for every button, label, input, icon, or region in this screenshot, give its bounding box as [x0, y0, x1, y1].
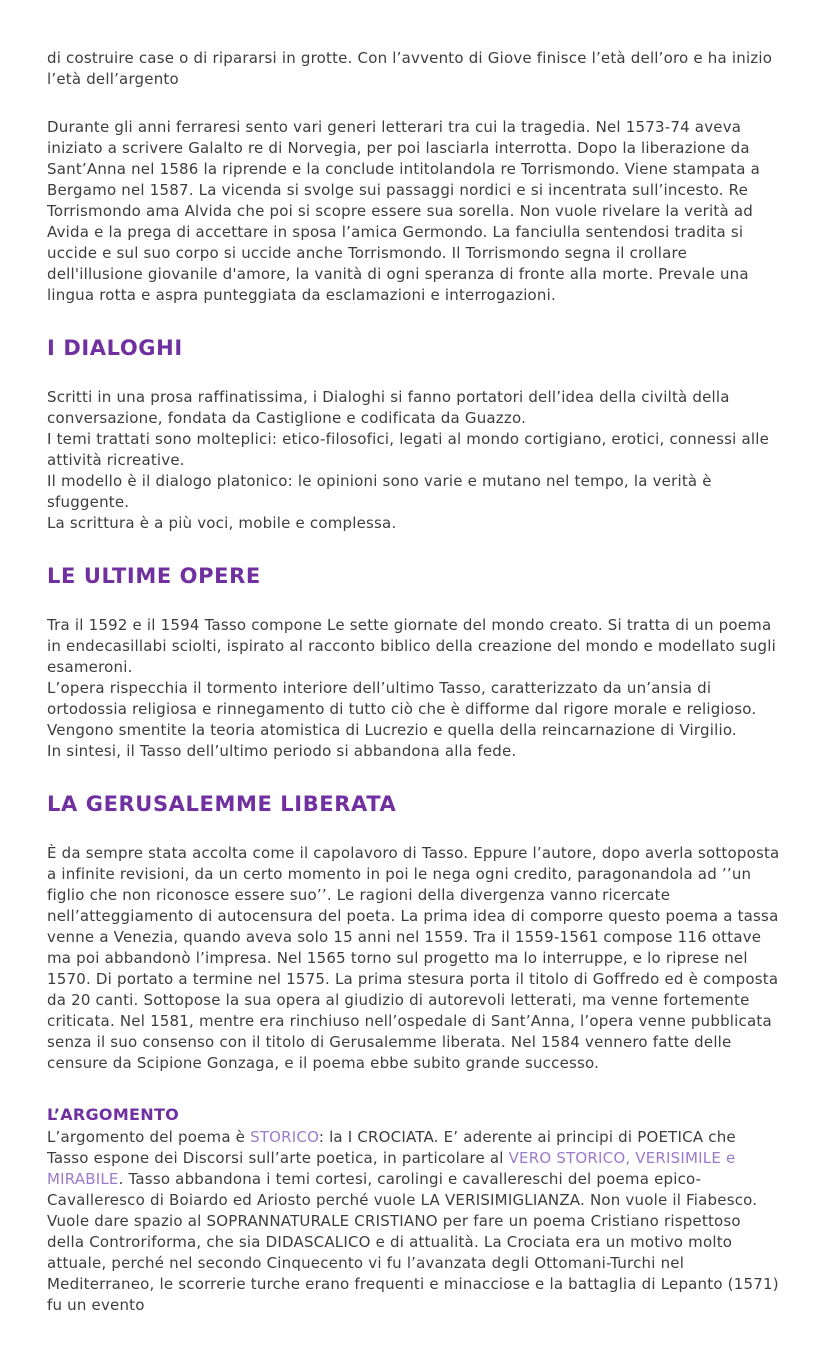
text-line: Il modello è il dialogo platonico: le opinioni sono varie e mutano nel tempo, la verità è sfuggente.	[47, 472, 712, 511]
text-line: I temi trattati sono molteplici: etico-filosofici, legati al mondo cortigiano, erotici, connessi alle attività ricreative.	[47, 430, 770, 469]
paragraph	[47, 48, 780, 90]
text-line: L’opera rispecchia il tormento interiore dell’ultimo Tasso, caratterizzato da un’ansia di ortodossia religiosa e rinnegamento di tutto ciò che è difforme dal rigore morale e religioso.	[47, 679, 757, 718]
paragraph	[47, 843, 780, 1074]
paragraph	[47, 387, 780, 534]
text-line: Vengono smentite la teoria atomistica di Lucrezio e quella della reincarnazione di Virgilio.	[47, 721, 737, 739]
section-heading: I DIALOGHI	[47, 336, 183, 360]
paragraph	[47, 117, 780, 306]
section-heading: LA GERUSALEMME LIBERATA	[47, 792, 397, 816]
text-line: di costruire case o di ripararsi in grotte. Con l’avvento di Giove finisce l’età dell’oro e ha inizio l’età dell’argento	[47, 49, 773, 88]
text-run: : la I CROCIATA. E’ aderente ai principi di POETICA che Tasso espone dei Discorsi sull’arte poetica, in particolare al	[47, 1128, 736, 1167]
text-line: Durante gli anni ferraresi sento vari generi letterari tra cui la tragedia. Nel 1573-74 aveva iniziato a scrivere Galalto re di Norvegia, per poi lasciarla interrotta. Dopo la liberazione da Sant’Anna nel 1586 la riprende e la conclude intitolandola re Torrismondo. Viene stampata a Bergamo nel 1587. La vicenda si svolge sui passaggi nordici e si incentrata sull’incesto. Re Torrismondo ama Alvida che poi si scopre essere sua sorella. Non vuole rivelare la verità ad Avida e la prega di accettare in sposa l’amica Germondo. La fanciulla sentendosi tradita si uccide e sul suo corpo si uccide anche Torrismondo. Il Torrismondo segna il crollare dell'illusione giovanile d'amore, la vanità di ogni speranza di fronte alla morte. Prevale una lingua rotta e aspra punteggiata da esclamazioni e interrogazioni.	[47, 118, 760, 304]
subsection-heading: L’ARGOMENTO	[47, 1105, 180, 1124]
text-run: . Tasso abbandona i temi cortesi, carolingi e cavallereschi del poema epico-Cavalleresco di Boiardo ed Ariosto perché vuole LA VERISIMIGLIANZA. Non vuole il Fiabesco. Vuole dare spazio al SOPRANNATURALE CRISTIANO per fare un poema Cristiano rispettoso della Controriforma, che sia DIDASCALICO e di attualità. La Crociata era un motivo molto attuale, perché nel secondo Cinquecento vi fu l’avanzata degli Ottomani-Turchi nel Mediterraneo, le scorrerie turche erano frequenti e minacciose e la battaglia di Lepanto (1571) fu un evento	[47, 1170, 779, 1314]
text-line: In sintesi, il Tasso dell’ultimo periodo si abbandona alla fede.	[47, 742, 517, 760]
text-run: L’argomento del poema è	[47, 1128, 251, 1146]
text-line: È da sempre stata accolta come il capolavoro di Tasso. Eppure l’autore, dopo averla sottoposta a infinite revisioni, da un certo momento in poi le nega ogni credito, paragonandola ad ’’un figlio che non riconosce essere suo’’. Le ragioni della divergenza vanno ricercate nell’atteggiamento di autocensura del poeta. La prima idea di comporre questo poema a tassa venne a Venezia, quando aveva solo 15 anni nel 1559. Tra il 1559-1561 compose 116 ottave ma poi abbandonò l’impresa. Nel 1565 torno sul progetto ma lo interruppe, e lo riprese nel 1570. Di portato a termine nel 1575. La prima stesura porta il titolo di Goffredo ed è composta da 20 canti. Sottopose la sua opera al giudizio di autorevoli letterati, ma venne fortemente criticata. Nel 1581, mentre era rinchiuso nell’ospedale di Sant’Anna, l’opera venne pubblicata senza il suo consenso con il titolo di Gerusalemme liberata. Nel 1584 vennero fatte delle censure da Scipione Gonzaga, e il poema ebbe subito grande successo.	[47, 844, 780, 1072]
text-line: Scritti in una prosa raffinatissima, i Dialoghi si fanno portatori dell’idea della civiltà della conversazione, fondata da Castiglione e codificata da Guazzo.	[47, 388, 730, 427]
accent-text: STORICO	[250, 1128, 319, 1146]
paragraph	[47, 1127, 780, 1316]
accent-text: VERO STORICO, VERISIMILE e MIRABILE	[47, 1149, 736, 1188]
paragraph	[47, 615, 780, 762]
section-heading: LE ULTIME OPERE	[47, 564, 261, 588]
text-line: Tra il 1592 e il 1594 Tasso compone Le sette giornate del mondo creato. Si tratta di un poema in endecasillabi sciolti, ispirato al racconto biblico della creazione del mondo e modellato sugli esameroni.	[47, 616, 776, 676]
text-line: La scrittura è a più voci, mobile e complessa.	[47, 514, 397, 532]
